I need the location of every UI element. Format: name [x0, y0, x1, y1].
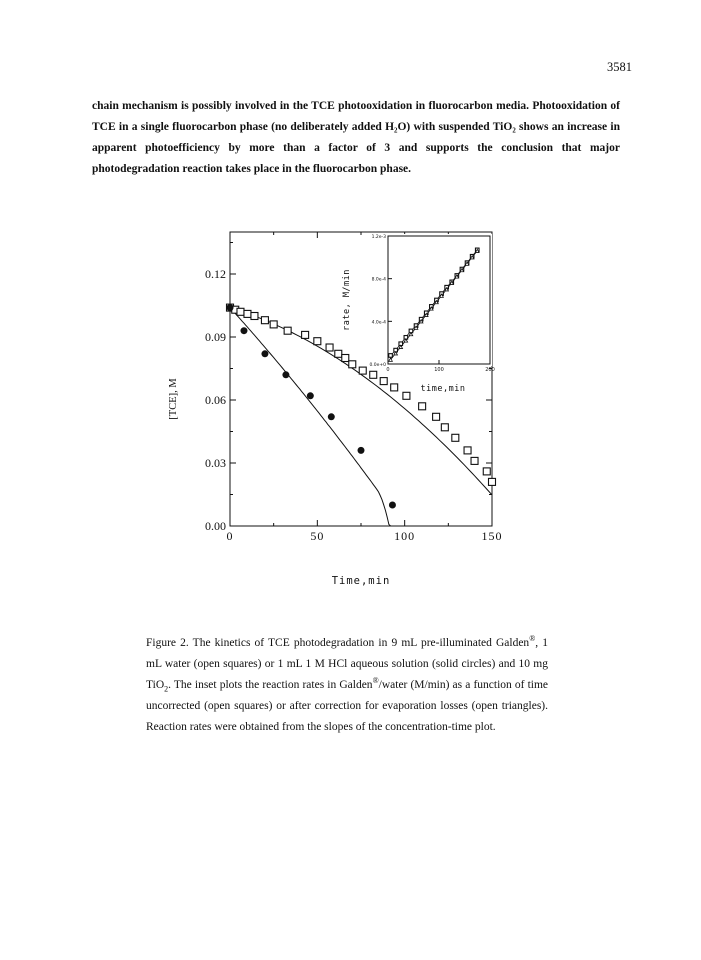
square-point-11 [335, 350, 342, 357]
circle-series-fit-curve [230, 308, 396, 526]
square-point-10 [326, 344, 333, 351]
square-point-16 [380, 378, 387, 385]
inset-y-tick-label-0: 0.0e+0 [369, 363, 386, 368]
body-paragraph: chain mechanism is possibly involved in the TCE photooxidation in fluorocarbon media. Photooxidation of TCE in a single fluorocarbon phase (no deliberately added H₂O) with suspended TiO₂ shows an increase in apparent photoefficiency by more than a factor of 3 and supports the conclusion that major photodegradation reaction takes place in the fluorocarbon phase. [92, 100, 620, 175]
caption-registered-mark-1: ® [529, 634, 536, 644]
x-axis-label: Time,min [331, 575, 391, 587]
square-point-3 [244, 310, 251, 317]
square-point-18 [403, 392, 410, 399]
inset-y-tick-label-3: 1.2e-3 [371, 235, 386, 240]
circle-point-0 [227, 304, 234, 311]
inset-y-tick-label-1: 4.0e-4 [371, 320, 386, 326]
inset-series-0-point-0 [389, 354, 393, 358]
square-point-8 [302, 331, 309, 338]
figure-caption [146, 633, 548, 738]
inset-background [386, 234, 492, 366]
kinetics-chart [150, 222, 530, 612]
square-point-6 [270, 321, 277, 328]
square-point-21 [441, 424, 448, 431]
y-tick-label-4: 0.12 [205, 267, 226, 281]
square-point-24 [471, 457, 478, 464]
square-point-12 [342, 355, 349, 362]
caption-text-2: , 1 mL water (open squares) or 1 mL 1 M HCl aqueous solution (solid circles) and 10 mg TiO [146, 637, 548, 691]
y-tick-label-2: 0.06 [205, 393, 226, 407]
circle-point-4 [307, 392, 314, 399]
caption-registered-mark-2: ® [372, 676, 379, 686]
square-point-20 [433, 413, 440, 420]
square-point-17 [391, 384, 398, 391]
square-point-2 [237, 308, 244, 315]
square-point-22 [452, 434, 459, 441]
x-tick-label-1: 50 [310, 529, 325, 543]
inset-x-tick-label-1: 100 [434, 367, 444, 373]
figure-2 [150, 222, 530, 612]
square-point-13 [349, 361, 356, 368]
square-point-4 [251, 313, 258, 320]
square-point-7 [284, 327, 291, 334]
square-point-14 [359, 367, 366, 374]
square-point-15 [370, 371, 377, 378]
circle-point-5 [328, 413, 335, 420]
y-tick-label-3: 0.09 [205, 330, 226, 344]
caption-text-4: /water (M/min) as a function of time uncorrected (open squares) or after correction for evaporation losses (open triangles). Reaction rates were obtained from the slopes of the concentration-time plot. [146, 679, 549, 733]
circle-point-3 [282, 371, 289, 378]
inset-y-tick-label-2: 8.0e-4 [371, 277, 386, 283]
caption-text-3: . The inset plots the reaction rates in Galden [168, 679, 373, 691]
square-point-25 [483, 468, 490, 475]
page-number: 3581 [607, 60, 632, 74]
square-point-23 [464, 447, 471, 454]
y-axis-label: [TCE], M [168, 378, 179, 420]
inset-x-tick-label-2: 200 [485, 367, 495, 373]
x-tick-label-0: 0 [226, 529, 234, 543]
circle-point-6 [358, 447, 365, 454]
caption-subscript: 2 [164, 684, 169, 694]
circle-point-1 [240, 327, 247, 334]
circle-point-7 [389, 502, 396, 509]
caption-label: Figure 2. [146, 637, 189, 649]
inset-x-tick-label-0: 0 [386, 367, 390, 373]
caption-text-1: The kinetics of TCE photodegradation in 9 mL pre-illuminated Galden [188, 637, 530, 649]
square-point-19 [419, 403, 426, 410]
y-tick-label-1: 0.03 [205, 456, 226, 470]
square-point-5 [261, 317, 268, 324]
circle-point-2 [261, 350, 268, 357]
inset-y-axis-label: rate, M/min [342, 269, 352, 331]
inset-x-axis-label: time,min [420, 384, 466, 394]
square-point-26 [489, 478, 496, 485]
x-tick-label-2: 100 [394, 529, 416, 543]
y-tick-label-0: 0.00 [205, 519, 226, 533]
x-tick-label-3: 150 [481, 529, 503, 543]
square-point-9 [314, 338, 321, 345]
